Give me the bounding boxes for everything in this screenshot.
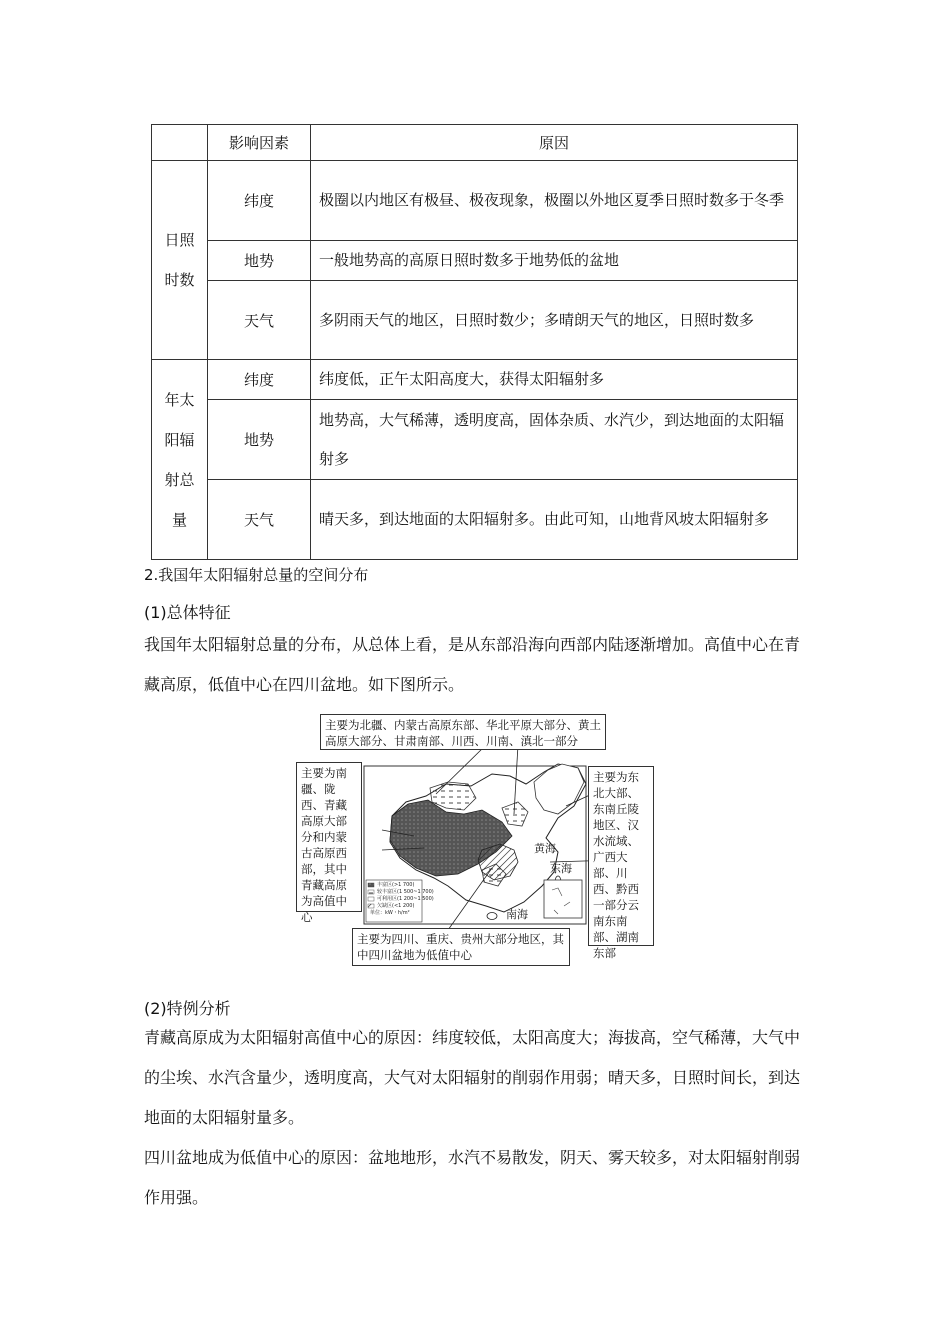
header-blank-cell [152, 125, 208, 161]
south-sea-label: 南海 [506, 908, 528, 921]
legend-item-fairly-rich: 较丰富区(1 500~1 700) [377, 889, 434, 895]
table-row [152, 360, 798, 400]
paragraph-tibet: 青藏高原成为太阳辐射高值中心的原因：纬度较低，太阳高度大；海拔高，空气稀薄，大气中的尘埃、水汽含量少，透明度高，大气对太阳辐射的削弱作用弱；晴天多，日照时间长，到达地面的太阳辐射量多。 [144, 1028, 801, 1127]
legend-item-available: 可利用区(1 200~1 500) [377, 896, 434, 902]
factor-cell: 纬度 [208, 161, 311, 241]
subsection-special: (2)特例分析 [144, 999, 231, 1018]
yellow-sea-label: 黄海 [534, 842, 556, 855]
factor-cell: 地势 [208, 241, 311, 281]
table-row [152, 241, 798, 281]
callout-available-zone: 主要为东北大部、东南丘陵地区、汉水流域、广西大部、川西、黔西一部分云南东南部、湖南东部 [588, 766, 654, 946]
reason-cell: 极圈以内地区有极昼、极夜现象，极圈以外地区夏季日照时数多于冬季 [311, 161, 798, 241]
callout-high-zone: 主要为南疆、陇西、青藏高原大部分和内蒙古高原西部，其中青藏高原为高值中心 [296, 762, 362, 912]
factor-cell: 天气 [208, 281, 311, 360]
reason-cell: 纬度低，正午太阳高度大，获得太阳辐射多 [311, 360, 798, 400]
header-reason-cell: 原因 [311, 125, 798, 161]
callout-low-zone: 主要为四川、重庆、贵州大部分地区，其中四川盆地为低值中心 [352, 928, 570, 966]
table-row [152, 480, 798, 560]
table-row [152, 161, 798, 241]
factors-table [151, 124, 798, 560]
table-header-row [152, 125, 798, 161]
section-title: 2.我国年太阳辐射总量的空间分布 [144, 566, 369, 584]
callout-rich-zone: 主要为北疆、内蒙古高原东部、华北平原大部分、黄土高原大部分、甘肃南部、川西、川南、滇北一部分 [320, 714, 606, 750]
legend-unit: 单位：kW・h/m² [370, 910, 410, 916]
legend-item-lacking: 欠缺区(<1 200) [377, 903, 415, 909]
radiation-category-cell [152, 360, 208, 560]
factor-cell: 天气 [208, 480, 311, 560]
header-factor-cell: 影响因素 [208, 125, 311, 161]
reason-cell: 地势高，大气稀薄，透明度高，固体杂质、水汽少，到达地面的太阳辐射多 [311, 400, 798, 480]
factor-cell: 地势 [208, 400, 311, 480]
reason-cell: 晴天多，到达地面的太阳辐射多。由此可知，山地背风坡太阳辐射多 [311, 480, 798, 560]
sunshine-category-cell [152, 161, 208, 360]
radiation-category-label: 年太阳辐射总量 [164, 390, 195, 529]
reason-cell: 一般地势高的高原日照时数多于地势低的盆地 [311, 241, 798, 281]
paragraph-sichuan: 四川盆地成为低值中心的原因：盆地地形，水汽不易散发，阴天、雾天较多，对太阳辐射削弱作用强。 [144, 1148, 801, 1207]
east-sea-label: 东海 [550, 862, 572, 875]
table-row [152, 400, 798, 480]
sunshine-category-label: 日照时数 [164, 231, 195, 289]
reason-cell: 多阴雨天气的地区，日照时数少；多晴朗天气的地区，日照时数多 [311, 281, 798, 360]
factor-cell: 纬度 [208, 360, 311, 400]
paragraph-overall: 我国年太阳辐射总量的分布，从总体上看，是从东部沿海向西部内陆逐渐增加。高值中心在青藏高原，低值中心在四川盆地。如下图所示。 [144, 635, 801, 694]
legend-item-rich: 丰富区(>1 700) [377, 882, 415, 888]
subsection-overall: (1)总体特征 [144, 603, 231, 622]
table-row [152, 281, 798, 360]
radiation-map-figure [296, 710, 656, 968]
